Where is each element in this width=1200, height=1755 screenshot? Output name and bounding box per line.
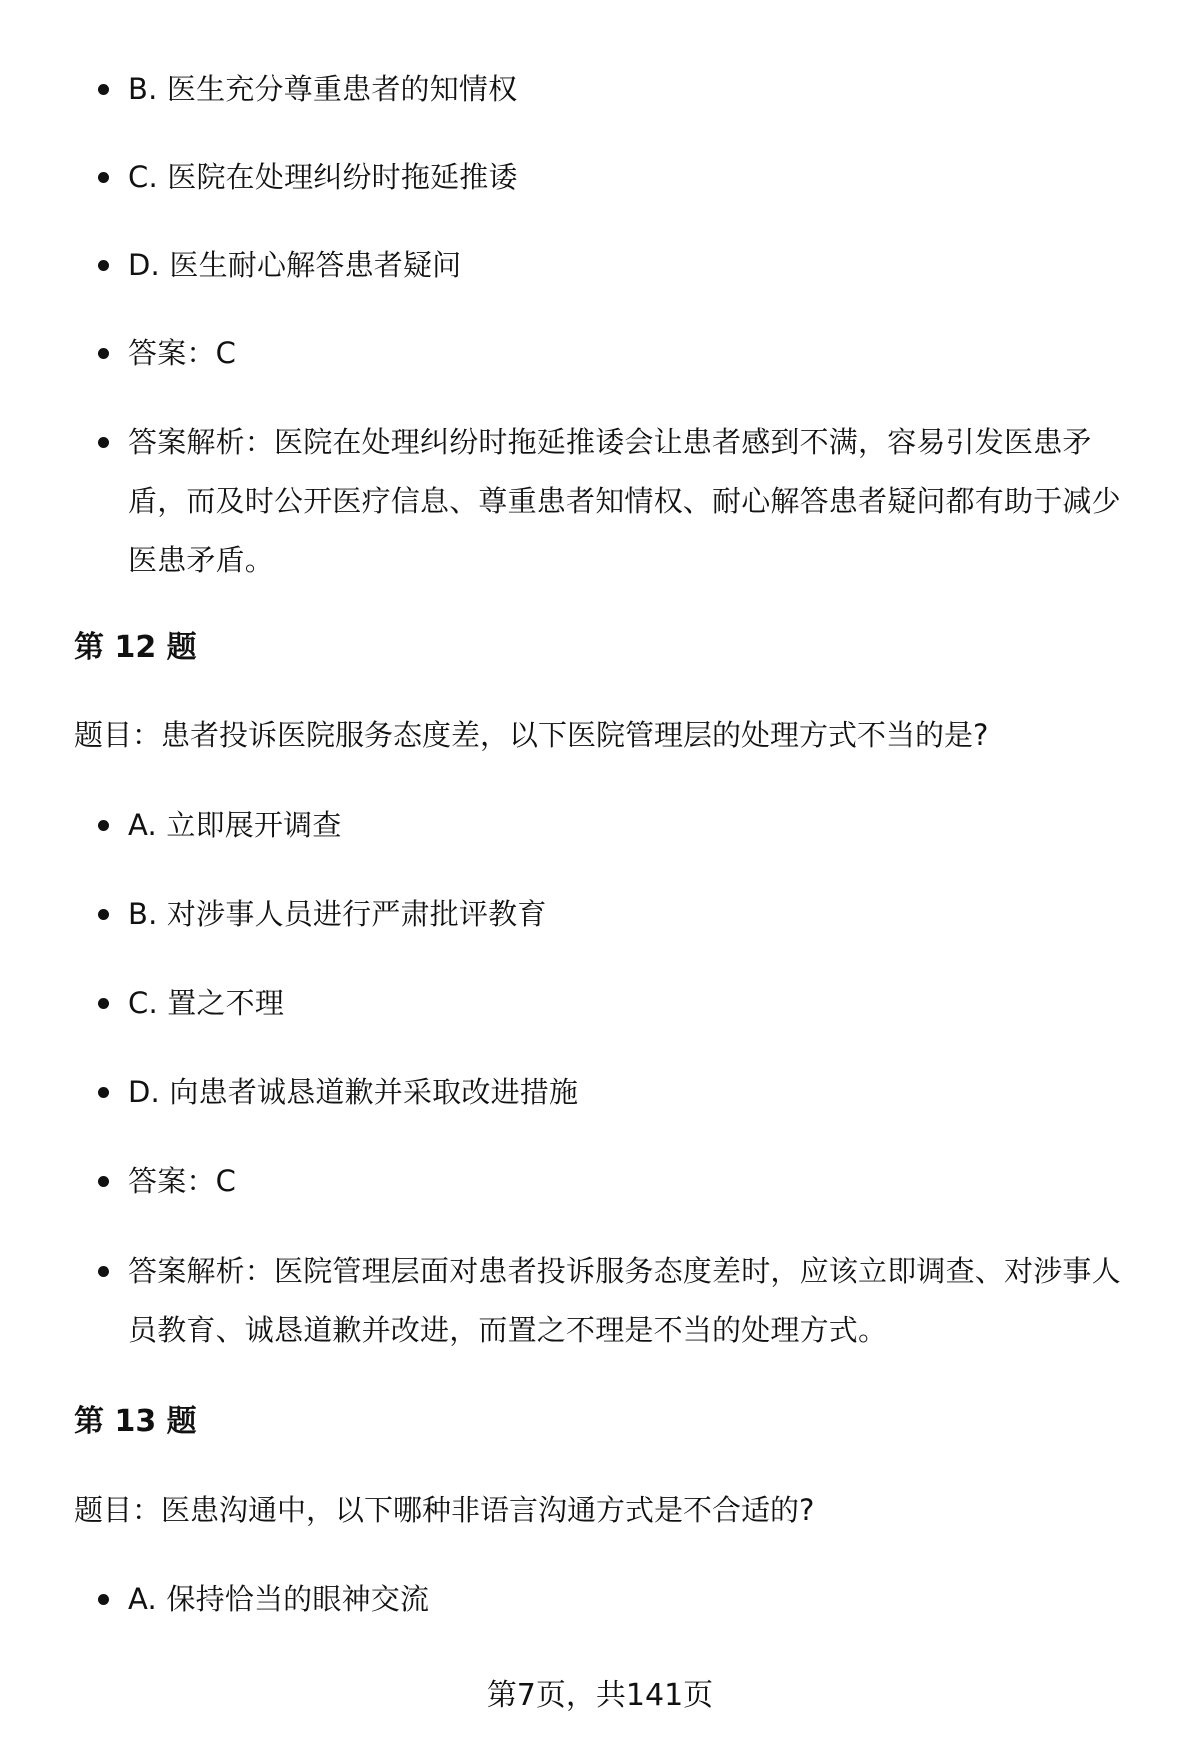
option-d-text: D. 医生耐心解答患者疑问: [128, 248, 462, 282]
bullet-dot: [98, 1087, 109, 1098]
bullet-dot: [98, 172, 109, 183]
bullet-dot: [98, 437, 109, 448]
question-text: 题目：患者投诉医院服务态度差，以下医院管理层的处理方式不当的是?: [74, 718, 989, 752]
answer-text: 答案：C: [128, 336, 237, 370]
option-d-text: D. 向患者诚恳道歉并采取改进措施: [128, 1075, 579, 1109]
bullet-dot: [98, 348, 109, 359]
answer-explanation-text: 答案解析：医院在处理纠纷时拖延推诿会让患者感到不满，容易引发医患矛盾，而及时公开医疗信息、尊重患者知情权、耐心解答患者疑问都有助于减少医患矛盾。: [128, 425, 1121, 577]
option-c-text: C. 医院在处理纠纷时拖延推诿: [128, 160, 518, 194]
option-a-text: A. 立即展开调查: [128, 808, 342, 842]
bullet-dot: [98, 1176, 109, 1187]
bullet-dot: [98, 1594, 109, 1605]
question-heading: 第 12 题: [74, 630, 197, 665]
answer-text: 答案：C: [128, 1164, 237, 1198]
bullet-dot: [98, 1266, 109, 1277]
answer-explanation-text: 答案解析：医院管理层面对患者投诉服务态度差时，应该立即调查、对涉事人员教育、诚恳道歉并改进，而置之不理是不当的处理方式。: [128, 1254, 1121, 1347]
page-footer: 第7页，共141页: [486, 1678, 714, 1713]
bullet-dot: [98, 998, 109, 1009]
bullet-dot: [98, 820, 109, 831]
question-heading: 第 13 题: [74, 1404, 197, 1439]
bullet-dot: [98, 909, 109, 920]
option-a-text: A. 保持恰当的眼神交流: [128, 1582, 430, 1616]
option-c-text: C. 置之不理: [128, 986, 285, 1020]
option-b-text: B. 对涉事人员进行严肃批评教育: [128, 897, 547, 931]
option-b-text: B. 医生充分尊重患者的知情权: [128, 72, 518, 106]
question-text: 题目：医患沟通中，以下哪种非语言沟通方式是不合适的?: [74, 1493, 815, 1527]
bullet-dot: [98, 260, 109, 271]
bullet-dot: [98, 84, 109, 95]
